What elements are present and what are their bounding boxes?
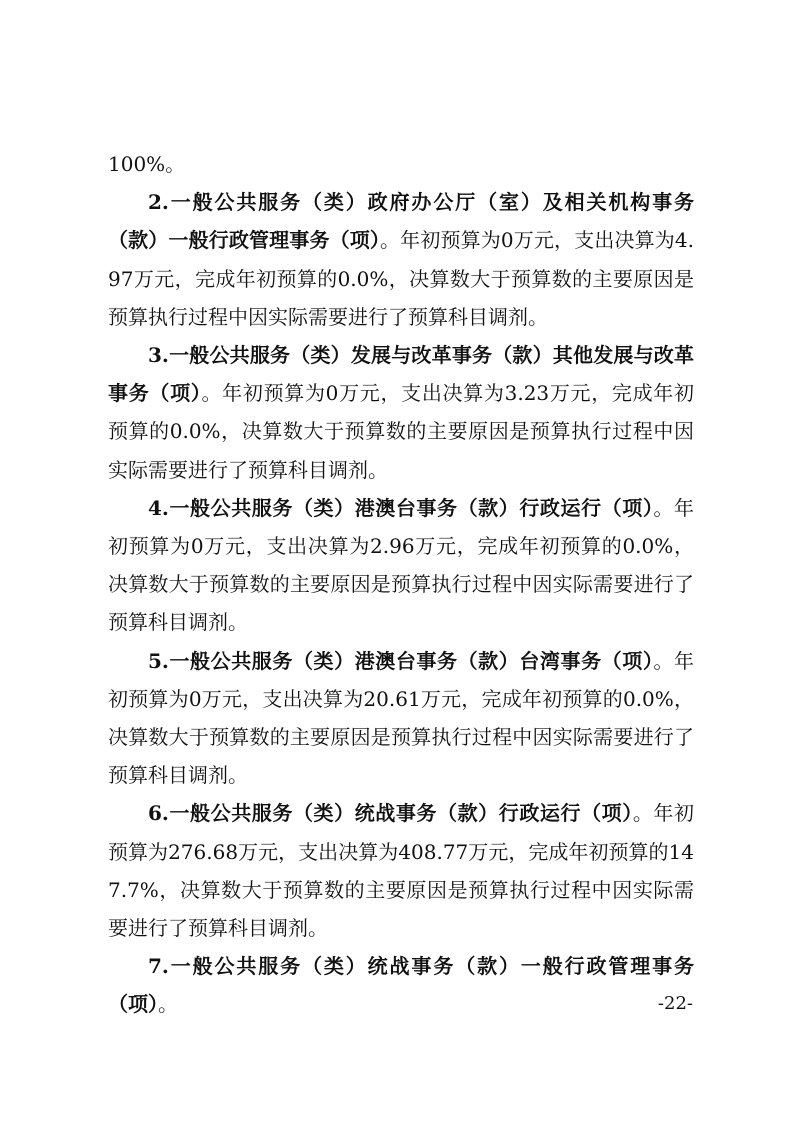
budget-item-body: 。年初预算为0万元，支出决算为4.97万元，完成年初预算的0.0%，决算数大于预算数的主要原因是预算执行过程中因实际需要进行了预算科目调剂。 [108,228,695,329]
budget-item-body: 。年初预算为0万元，支出决算为20.61万元，完成年初预算的0.0%，决算数大于预算数的主要原因是预算执行过程中因实际需要进行了预算科目调剂。 [108,648,695,788]
budget-item-title: 7.一般公共服务（类）统战事务（款）一般行政管理事务（项） [108,954,694,1017]
page-number: -22- [657,993,693,1014]
budget-item-body: 。年初预算为0万元，支出决算为2.96万元，完成年初预算的0.0%，决算数大于预算数的主要原因是预算执行过程中因实际需要进行了预算科目调剂。 [108,495,695,635]
budget-item-body: 。年初预算为276.68万元，支出决算为408.77万元，完成年初预算的147.7%，决算数大于预算数的主要原因是预算执行过程中因实际需要进行了预算科目调剂。 [108,801,694,941]
continuation-paragraph [108,145,694,183]
budget-item-body: 。 [158,992,178,1017]
budget-item-title: 4.一般公共服务（类）港澳台事务（款）行政运行（项） [148,495,654,520]
budget-item-title: 3.一般公共服务（类）发展与改革事务（款）其他发展与改革事务（项） [108,343,694,406]
page-body [108,145,694,1024]
budget-item-title: 5.一般公共服务（类）港澳台事务（款）台湾事务（项） [148,648,654,673]
budget-item-7 [108,947,694,1023]
budget-item-body: 。年初预算为0万元，支出决算为3.23万元，完成年初预算的0.0%，决算数大于预算数的主要原因是预算执行过程中因实际需要进行了预算科目调剂。 [108,381,695,482]
budget-item-4 [108,489,694,642]
budget-item-2 [108,183,694,336]
budget-item-title: 6.一般公共服务（类）统战事务（款）行政运行（项） [148,801,633,826]
continuation-text: 100%。 [108,152,186,176]
budget-item-5 [108,642,694,795]
budget-item-6 [108,794,694,947]
budget-item-3 [108,336,694,489]
budget-item-title: 2.一般公共服务（类）政府办公厅（室）及相关机构事务（款）一般行政管理事务（项） [108,190,694,253]
